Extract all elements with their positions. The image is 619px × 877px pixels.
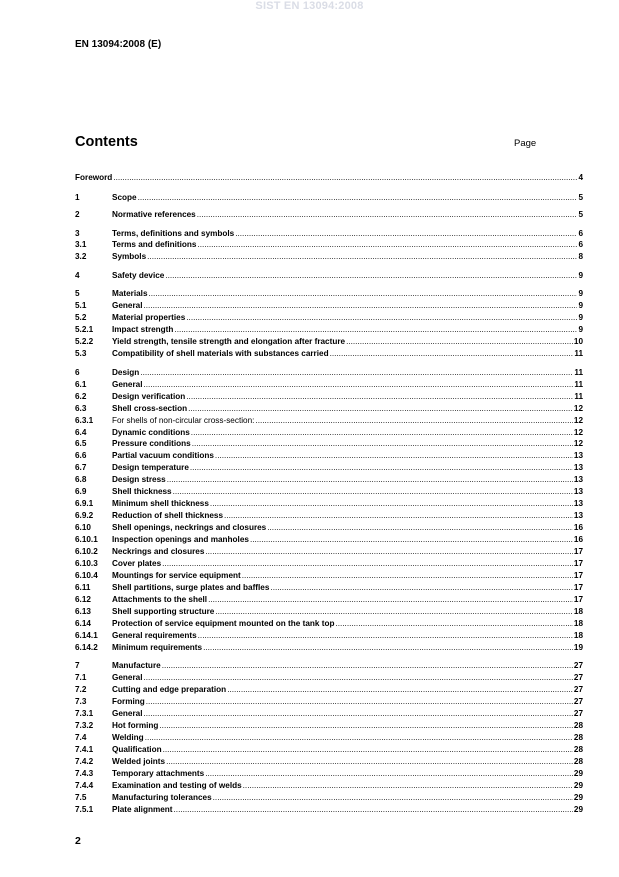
toc-entry[interactable] [75,462,583,473]
toc-entry-number: 5.2.2 [75,337,94,346]
toc-dot-leader [197,209,578,220]
page-number: 2 [75,835,81,847]
toc-dot-leader [145,732,573,743]
toc-entry[interactable] [75,708,583,719]
toc-entry-label: Dynamic conditions [112,428,190,437]
toc-dot-leader [149,288,578,299]
toc-entry-label: Examination and testing of welds [112,781,242,790]
toc-entry-page: 28 [573,733,583,742]
toc-entry-number: 6.2 [75,392,87,401]
toc-dot-leader [144,379,574,390]
toc-entry-label: Impact strength [112,325,174,334]
toc-entry[interactable] [75,642,583,653]
toc-entry-label: General [112,380,143,389]
toc-entry[interactable] [75,209,583,220]
toc-entry-page: 9 [578,301,583,310]
toc-entry[interactable] [75,768,583,779]
toc-dot-leader [174,324,577,335]
toc-entry[interactable] [75,403,583,414]
toc-entry-label: Cover plates [112,559,162,568]
toc-entry-label: Hot forming [112,721,159,730]
toc-entry[interactable] [75,780,583,791]
toc-entry-label: General [112,709,143,718]
toc-entry[interactable] [75,756,583,767]
toc-entry-number: 6.3 [75,404,87,413]
toc-dot-leader [215,606,573,617]
toc-entry[interactable] [75,684,583,695]
toc-entry-number: 6.9.1 [75,499,94,508]
toc-entry-number: 3.1 [75,240,87,249]
toc-entry-page: 11 [574,368,583,377]
toc-entry-number: 5 [75,289,80,298]
toc-entry[interactable] [75,732,583,743]
toc-dot-leader [224,510,573,521]
toc-entry[interactable] [75,522,583,533]
toc-dot-leader [250,534,573,545]
toc-entry-page: 9 [578,325,583,334]
toc-dot-leader [192,438,573,449]
toc-entry-page: 17 [573,595,583,604]
toc-entry-label: Materials [112,289,148,298]
toc-entry[interactable] [75,228,583,239]
toc-dot-leader [113,172,577,183]
toc-entry[interactable] [75,696,583,707]
toc-entry-label: Shell supporting structure [112,607,215,616]
toc-entry-number: 7.4.4 [75,781,94,790]
toc-entry-number: 7.3.1 [75,709,94,718]
toc-dot-leader [162,558,573,569]
toc-entry[interactable] [75,312,583,323]
toc-entry-number: 2 [75,210,80,219]
toc-entry-label: Forming [112,697,145,706]
toc-entry[interactable] [75,486,583,497]
toc-entry-page: 5 [578,210,583,219]
toc-entry-page: 28 [573,721,583,730]
toc-entry-number: 6.10.2 [75,547,98,556]
toc-entry-label: Neckrings and closures [112,547,205,556]
toc-entry-page: 16 [573,523,583,532]
toc-entry[interactable] [75,300,583,311]
toc-entry-label: Welding [112,733,144,742]
toc-dot-leader [330,348,574,359]
toc-dot-leader [188,403,573,414]
toc-entry-page: 8 [578,252,583,261]
toc-entry-page: 11 [574,349,583,358]
toc-entry-number: 6.12 [75,595,91,604]
watermark: SIST EN 13094:2008 [255,0,364,12]
toc-dot-leader [163,744,573,755]
toc-dot-leader [190,462,573,473]
toc-entry-page: 18 [573,631,583,640]
toc-entry-number: 6.13 [75,607,91,616]
toc-entry[interactable] [75,570,583,581]
toc-entry-label: Minimum shell thickness [112,499,209,508]
toc-entry-page: 9 [578,289,583,298]
toc-entry[interactable] [75,630,583,641]
toc-entry-label: Design temperature [112,463,189,472]
toc-entry-label: Inspection openings and manholes [112,535,249,544]
toc-entry-number: 1 [75,193,80,202]
toc-entry-number: 6.14.1 [75,631,98,640]
toc-entry[interactable] [75,438,583,449]
document-id: EN 13094:2008 (E) [75,39,162,50]
toc-dot-leader [173,486,573,497]
toc-entry-number: 7.1 [75,673,87,682]
toc-entry[interactable] [75,251,583,262]
toc-entry-label: Welded joints [112,757,166,766]
toc-entry-label: Design verification [112,392,186,401]
toc-entry-label: Yield strength, tensile strength and elongation after fracture [112,337,346,346]
toc-entry[interactable] [75,450,583,461]
toc-entry[interactable] [75,391,583,402]
toc-entry-label: Design [112,368,140,377]
toc-entry-page: 27 [573,685,583,694]
toc-entry-page: 11 [574,392,583,401]
toc-entry-number: 7.4.3 [75,769,94,778]
toc-entry-number: 6.4 [75,428,87,437]
toc-entry-number: 6.7 [75,463,87,472]
toc-dot-leader [138,192,578,203]
toc-entry-number: 6.10.4 [75,571,98,580]
toc-entry-number: 7.3.2 [75,721,94,730]
toc-entry-number: 6.8 [75,475,87,484]
toc-dot-leader [203,642,573,653]
toc-entry[interactable] [75,618,583,629]
toc-entry-label: Qualification [112,745,162,754]
toc-entry-page: 13 [573,463,583,472]
toc-entry-number: 6.11 [75,583,91,592]
toc-dot-leader [213,792,573,803]
toc-dot-leader [346,336,573,347]
toc-entry-page: 17 [573,547,583,556]
toc-entry-page: 13 [573,487,583,496]
toc-entry-label: Partial vacuum conditions [112,451,214,460]
toc-entry-page: 12 [573,416,583,425]
toc-entry-label: Shell cross-section [112,404,188,413]
toc-entry-page: 29 [573,805,583,814]
toc-entry[interactable] [75,534,583,545]
toc-entry-label: General [112,301,143,310]
toc-entry-label: Manufacturing tolerances [112,793,212,802]
toc-entry-label: Terms, definitions and symbols [112,229,235,238]
toc-entry-label: Terms and definitions [112,240,197,249]
toc-dot-leader [144,300,578,311]
toc-entry-label: Scope [112,193,137,202]
toc-dot-leader [140,367,573,378]
toc-dot-leader [159,720,573,731]
toc-entry-label: Shell thickness [112,487,172,496]
toc-entry-number: 6.10 [75,523,91,532]
toc-entry-number: 6 [75,368,80,377]
toc-entry-number: 6.9.2 [75,511,94,520]
toc-entry-page: 13 [573,451,583,460]
toc-entry-label: Safety device [112,271,165,280]
toc-entry[interactable] [75,546,583,557]
toc-entry[interactable] [75,288,583,299]
toc-entry[interactable] [75,672,583,683]
toc-entry-number: 6.10.3 [75,559,98,568]
toc-entry[interactable] [75,792,583,803]
toc-entry-number: 7.2 [75,685,87,694]
toc-entry-page: 27 [573,697,583,706]
toc-dot-leader [144,708,573,719]
toc-entry-number: 6.3.1 [75,416,94,425]
toc-entry-page: 12 [573,428,583,437]
toc-dot-leader [267,522,573,533]
toc-entry-number: 3.2 [75,252,87,261]
toc-entry-page: 11 [574,380,583,389]
toc-entry[interactable] [75,606,583,617]
toc-entry[interactable] [75,720,583,731]
toc-entry-page: 13 [573,475,583,484]
toc-entry-number: 7 [75,661,80,670]
toc-dot-leader [174,804,573,815]
toc-dot-leader [197,239,577,250]
toc-entry-number: 6.6 [75,451,87,460]
toc-entry[interactable] [75,744,583,755]
toc-entry-number: 7.4 [75,733,87,742]
toc-entry[interactable] [75,367,583,378]
toc-dot-leader [208,594,573,605]
toc-entry-label: General requirements [112,631,197,640]
toc-entry-label: Cutting and edge preparation [112,685,227,694]
toc-dot-leader [144,672,573,683]
toc-entry-page: 12 [573,404,583,413]
toc-dot-leader [198,630,573,641]
toc-entry-page: 13 [573,511,583,520]
toc-entry[interactable] [75,498,583,509]
toc-dot-leader [227,684,573,695]
toc-entry[interactable] [75,336,583,347]
toc-entry-label: Attachments to the shell [112,595,208,604]
toc-entry-page: 12 [573,439,583,448]
toc-entry-label: Shell openings, neckrings and closures [112,523,267,532]
toc-entry-number: 6.10.1 [75,535,98,544]
toc-entry-number: 6.1 [75,380,87,389]
toc-entry-label: Normative references [112,210,196,219]
toc-entry-page: 28 [573,757,583,766]
toc-entry[interactable] [75,427,583,438]
toc-entry-number: 5.2.1 [75,325,94,334]
toc-entry-label: Foreword [75,173,113,182]
toc-entry[interactable] [75,415,583,426]
toc-entry-page: 13 [573,499,583,508]
toc-entry[interactable] [75,192,583,203]
toc-dot-leader [205,546,573,557]
toc-entry-page: 28 [573,745,583,754]
toc-entry-label: Pressure conditions [112,439,191,448]
toc-entry-label: Compatibility of shell materials with substances carried [112,349,329,358]
toc-entry-page: 10 [573,337,583,346]
toc-entry-page: 9 [578,271,583,280]
toc-dot-leader [335,618,572,629]
toc-entry[interactable] [75,804,583,815]
toc-dot-leader [242,570,573,581]
toc-entry[interactable] [75,348,583,359]
toc-dot-leader [162,660,573,671]
toc-dot-leader [270,582,572,593]
toc-entry[interactable] [75,379,583,390]
toc-entry-page: 17 [573,559,583,568]
toc-entry-page: 18 [573,619,583,628]
toc-entry-label: Protection of service equipment mounted on the tank top [112,619,335,628]
toc-entry-number: 7.5.1 [75,805,94,814]
toc-entry-number: 4 [75,271,80,280]
toc-entry-label: Minimum requirements [112,643,203,652]
toc-entry-page: 4 [578,173,583,182]
toc-entry-page: 9 [578,313,583,322]
toc-entry-label: Symbols [112,252,147,261]
toc-entry-page: 5 [578,193,583,202]
toc-dot-leader [235,228,577,239]
toc-entry-page: 18 [573,607,583,616]
toc-dot-leader [167,474,573,485]
toc-entry-label: Mountings for service equipment [112,571,241,580]
toc-entry-number: 7.5 [75,793,87,802]
toc-entry-number: 6.9 [75,487,87,496]
toc-entry-number: 5.1 [75,301,87,310]
toc-entry-number: 5.3 [75,349,87,358]
toc-entry[interactable] [75,510,583,521]
toc-dot-leader [210,498,573,509]
toc-entry-label: Plate alignment [112,805,173,814]
toc-entry-label: Design stress [112,475,166,484]
toc-dot-leader [186,312,577,323]
toc-entry-page: 29 [573,781,583,790]
toc-entry-number: 7.4.1 [75,745,94,754]
toc-entry[interactable] [75,270,583,281]
toc-entry-page: 16 [573,535,583,544]
toc-entry[interactable] [75,558,583,569]
toc-entry[interactable] [75,172,583,183]
toc-entry-number: 6.14 [75,619,91,628]
toc-entry-page: 27 [573,709,583,718]
toc-entry-number: 6.5 [75,439,87,448]
toc-dot-leader [205,768,573,779]
toc-entry-label: General [112,673,143,682]
toc-dot-leader [147,251,577,262]
toc-entry-page: 29 [573,793,583,802]
toc-entry[interactable] [75,239,583,250]
contents-title: Contents [75,134,138,150]
toc-dot-leader [186,391,573,402]
toc-entry-page: 17 [573,571,583,580]
toc-entry-page: 6 [578,229,583,238]
toc-entry-page: 19 [573,643,583,652]
toc-dot-leader [255,415,572,426]
toc-entry-label: Material properties [112,313,186,322]
toc-dot-leader [166,756,573,767]
toc-dot-leader [215,450,573,461]
toc-entry[interactable] [75,660,583,671]
toc-entry[interactable] [75,594,583,605]
toc-entry[interactable] [75,582,583,593]
toc-entry-page: 27 [573,673,583,682]
toc-entry-label: Temporary attachments [112,769,205,778]
toc-entry-label: For shells of non-circular cross-section: [112,416,255,425]
toc-entry-page: 29 [573,769,583,778]
toc-entry-number: 7.3 [75,697,87,706]
toc-entry[interactable] [75,324,583,335]
toc-entry-page: 17 [573,583,583,592]
page-column-header: Page [514,138,537,149]
toc-entry[interactable] [75,474,583,485]
toc-entry-page: 6 [578,240,583,249]
toc-entry-number: 3 [75,229,80,238]
toc-entry-label: Manufacture [112,661,161,670]
toc-dot-leader [165,270,577,281]
toc-dot-leader [146,696,573,707]
toc-entry-number: 6.14.2 [75,643,98,652]
toc-entry-label: Shell partitions, surge plates and baffles [112,583,270,592]
toc-entry-page: 27 [573,661,583,670]
toc-entry-number: 5.2 [75,313,87,322]
toc-dot-leader [243,780,573,791]
toc-dot-leader [191,427,573,438]
toc-entry-label: Reduction of shell thickness [112,511,224,520]
toc-entry-number: 7.4.2 [75,757,94,766]
